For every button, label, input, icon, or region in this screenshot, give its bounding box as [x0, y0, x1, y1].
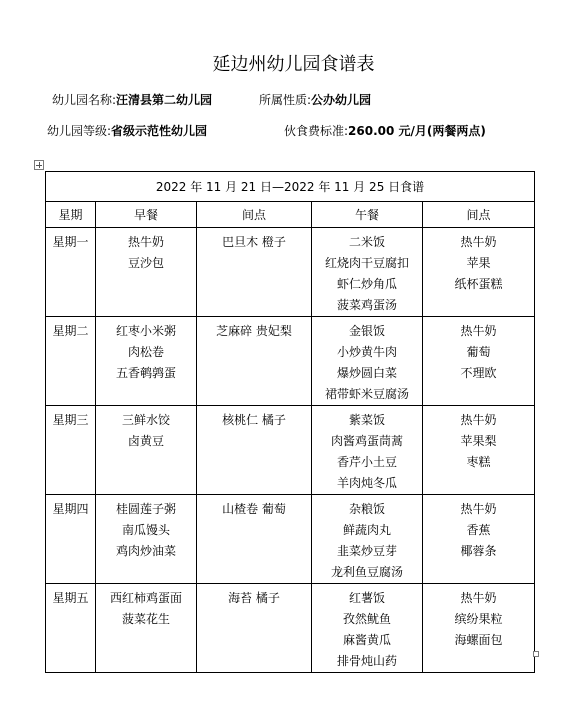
table-move-handle-icon[interactable]	[34, 160, 44, 170]
dish-item: 三鲜水饺	[121, 413, 170, 427]
date-range-cell: 2022 年 11 月 21 日—2022 年 11 月 25 日食谱	[46, 172, 535, 202]
header-snack-afternoon: 间点	[423, 202, 535, 228]
table-row	[46, 406, 535, 495]
meal-fee-label: 伙食费标准:	[284, 124, 349, 138]
dish-item: 二米饭	[348, 235, 385, 249]
dish-item: 西红柿鸡蛋面	[109, 591, 182, 605]
dish-item: 鸡肉炒油菜	[115, 544, 176, 558]
dish-item: 芝麻碎 贵妃梨	[216, 324, 292, 338]
lunch-cell	[312, 584, 423, 673]
menu-body	[46, 228, 535, 673]
dish-item: 海苔 橘子	[228, 591, 280, 605]
dish-item: 韭菜炒豆芽	[336, 544, 397, 558]
dish-item: 香芹小土豆	[336, 455, 397, 469]
dish-item: 爆炒圆白菜	[336, 366, 397, 380]
kindergarten-name-label: 幼儿园名称:	[52, 93, 117, 107]
dish-item: 虾仁炒角瓜	[336, 277, 397, 291]
dish-item: 缤纷果粒	[454, 612, 503, 626]
meal-fee	[284, 123, 486, 139]
breakfast-cell	[96, 584, 197, 673]
dish-item: 巴旦木 橙子	[222, 235, 286, 249]
breakfast-cell	[96, 495, 197, 584]
dish-item: 红烧肉干豆腐扣	[324, 256, 409, 270]
breakfast-cell	[96, 317, 197, 406]
kindergarten-grade	[47, 123, 207, 139]
dish-item: 热牛奶	[460, 324, 497, 338]
dish-item: 香蕉	[466, 523, 491, 537]
dish-item: 南瓜馒头	[121, 523, 170, 537]
dish-item: 肉酱鸡蛋茼蒿	[330, 434, 403, 448]
dish-item: 桂圆莲子粥	[115, 502, 176, 516]
dish-item: 肉松卷	[127, 345, 164, 359]
weekday-label: 星期一	[52, 235, 89, 249]
menu-table	[45, 171, 535, 673]
kindergarten-grade-label: 幼儿园等级:	[47, 124, 112, 138]
afternoon-snack-cell	[423, 228, 535, 317]
dish-item: 豆沙包	[127, 256, 164, 270]
header-snack-morning: 间点	[197, 202, 312, 228]
dish-item: 五香鹌鹑蛋	[115, 366, 176, 380]
dish-item: 红薯饭	[348, 591, 385, 605]
lunch-cell	[312, 495, 423, 584]
kindergarten-name	[52, 92, 212, 108]
lunch-cell	[312, 406, 423, 495]
weekday-label: 星期二	[52, 324, 89, 338]
page-title: 延边州幼儿园食谱表	[212, 54, 375, 75]
header-row	[46, 202, 535, 228]
dish-item: 红枣小米粥	[115, 324, 176, 338]
dish-item: 羊肉炖冬瓜	[336, 476, 397, 490]
table-row	[46, 317, 535, 406]
header-weekday: 星期	[46, 202, 96, 228]
dish-item: 金银饭	[348, 324, 385, 338]
table-row	[46, 228, 535, 317]
meal-fee-value: 260.00 元/月(两餐两点)	[348, 124, 486, 138]
header-lunch: 午餐	[312, 202, 423, 228]
dish-item: 海螺面包	[454, 633, 503, 647]
table-resize-handle-icon[interactable]	[533, 651, 539, 657]
lunch-cell	[312, 317, 423, 406]
dish-item: 苹果	[466, 256, 491, 270]
weekday-cell	[46, 584, 96, 673]
morning-snack-cell	[197, 406, 312, 495]
morning-snack-cell	[197, 317, 312, 406]
dish-item: 麻酱黄瓜	[342, 633, 391, 647]
weekday-label: 星期四	[52, 502, 89, 516]
morning-snack-cell	[197, 228, 312, 317]
dish-item: 菠菜鸡蛋汤	[336, 298, 397, 312]
date-range-row	[46, 172, 535, 202]
header-breakfast: 早餐	[96, 202, 197, 228]
afternoon-snack-cell	[423, 495, 535, 584]
morning-snack-cell	[197, 495, 312, 584]
breakfast-cell	[96, 228, 197, 317]
dish-item: 菠菜花生	[121, 612, 170, 626]
dish-item: 龙利鱼豆腐汤	[330, 565, 403, 579]
dish-item: 热牛奶	[460, 591, 497, 605]
dish-item: 鲜蔬肉丸	[342, 523, 391, 537]
kindergarten-nature-value: 公办幼儿园	[311, 93, 372, 107]
dish-item: 孜然鱿鱼	[342, 612, 391, 626]
weekday-cell	[46, 406, 96, 495]
dish-item: 葡萄	[466, 345, 491, 359]
dish-item: 小炒黄牛肉	[336, 345, 397, 359]
dish-item: 热牛奶	[460, 413, 497, 427]
afternoon-snack-cell	[423, 584, 535, 673]
weekday-cell	[46, 228, 96, 317]
dish-item: 山楂卷 葡萄	[222, 502, 286, 516]
dish-item: 纸杯蛋糕	[454, 277, 503, 291]
weekday-cell	[46, 495, 96, 584]
weekday-label: 星期三	[52, 413, 89, 427]
dish-item: 卤黄豆	[127, 434, 164, 448]
afternoon-snack-cell	[423, 406, 535, 495]
dish-item: 枣糕	[466, 455, 491, 469]
dish-item: 裙带虾米豆腐汤	[324, 387, 409, 401]
kindergarten-nature	[259, 92, 371, 108]
table-row	[46, 584, 535, 673]
dish-item: 紫菜饭	[348, 413, 385, 427]
breakfast-cell	[96, 406, 197, 495]
weekday-label: 星期五	[52, 591, 89, 605]
dish-item: 热牛奶	[127, 235, 164, 249]
dish-item: 核桃仁 橘子	[222, 413, 286, 427]
weekday-cell	[46, 317, 96, 406]
lunch-cell	[312, 228, 423, 317]
afternoon-snack-cell	[423, 317, 535, 406]
kindergarten-name-value: 汪清县第二幼儿园	[116, 93, 213, 107]
table-row	[46, 495, 535, 584]
dish-item: 杂粮饭	[348, 502, 385, 516]
dish-item: 苹果梨	[460, 434, 497, 448]
dish-item: 不理欧	[460, 366, 497, 380]
dish-item: 热牛奶	[460, 502, 497, 516]
dish-item: 热牛奶	[460, 235, 497, 249]
morning-snack-cell	[197, 584, 312, 673]
kindergarten-nature-label: 所属性质:	[259, 93, 312, 107]
dish-item: 椰蓉条	[460, 544, 497, 558]
kindergarten-grade-value: 省级示范性幼儿园	[111, 124, 208, 138]
dish-item: 排骨炖山药	[336, 654, 397, 668]
